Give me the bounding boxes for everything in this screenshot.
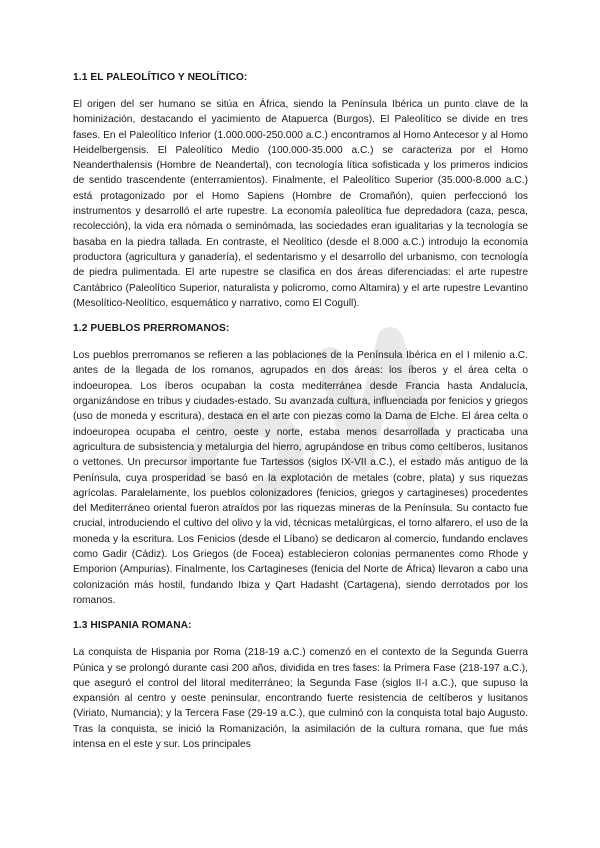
section-heading-paleolitico: 1.1 EL PALEOLÍTICO Y NEOLÍTICO: [73, 72, 248, 83]
section-body-paleolitico: El origen del ser humano se sitúa en África, siendo la Península Ibérica un punto clave de la hominización, destacando el yacimiento de Atapuerca (Burgos). El Paleolítico se divide en tres fases. En el Paleolítico Inferior (1.000.000-250.000 a.C.) encontramos al Homo Antecesor y al Homo Heidelbergensis. El Paleolítico Medio (100.000-35.000 a.C.) se caracteriza por el Homo Neanderthalensis (Hombre de Neandertal), con tecnología lítica sofisticada y los primeros indicios de sentido trascendente (enterramientos). Finalmente, el Paleolítico Superior (35.000-8.000 a.C.) está protagonizado por el Homo Sapiens (Hombre de Cromañón), quien perfeccionó los instrumentos y desarrolló el arte rupestre. La economía paleolítica fue depredadora (caza, pesca, recolección), la vida era nómada o seminómada, las sociedades eran igualitarias y la tecnología se basaba en la piedra tallada. En contraste, el Neolítico (desde el 8.000 a.C.) introdujo la economía productora (agricultura y ganadería), el sedentarismo y el desarrollo del urbanismo, con tecnología de piedra pulimentada. El arte rupestre se clasifica en dos áreas diferenciadas: el arte rupestre Cantábrico (Paleolítico Superior, naturalista y policromo, como Altamira) y el arte rupestre Levantino (Mesolítico-Neolítico, esquemático y narrativo, como El Cogull). [73, 99, 528, 309]
document-content [73, 72, 528, 764]
section-body-hispania-romana: La conquista de Hispania por Roma (218-19 a.C.) comenzó en el contexto de la Segunda Guerra Púnica y se prolongó durante casi 200 años, dividida en tres fases: la Primera Fase (218-197 a.C.), que aseguró el control del litoral mediterráneo; la Segunda Fase (siglos II-I a.C.), que supuso la expansión al centro y oeste peninsular, encontrando fuerte resistencia de celtíberos y lusitanos (Viriato, Numancia); y la Tercera Fase (29-19 a.C.), que culminó con la conquista total bajo Augusto. Tras la conquista, se inició la Romanización, la asimilación de la cultura romana, que fue más intensa en el este y sur. Los principales [73, 647, 528, 750]
section-body-prerromanos: Los pueblos prerromanos se refieren a las poblaciones de la Península Ibérica en el I milenio a.C. antes de la llegada de los romanos, agrupados en dos áreas: los íberos y el área celta o indoeuropea. Los íberos ocupaban la costa mediterránea desde Francia hasta Andalucía, organizándose en tribus y ciudades-estado. Su avanzada cultura, influenciada por fenicios y griegos (uso de moneda y escritura), destaca en el arte con piezas como la Dama de Elche. El área celta o indoeuropea ocupaba el centro, oeste y norte, estaba menos desarrollada y practicaba una agricultura de subsistencia y metalurgia del hierro, agrupándose en tribus como celtíberos, lusitanos o vettones. Un precursor importante fue Tartessos (siglos IX-VII a.C.), el estado más antiguo de la Península, cuya prosperidad se basó en la explotación de metales (cobre, plata) y sus riquezas agrícolas. Paralelamente, los pueblos colonizadores (fenicios, griegos y cartagineses) procedentes del Mediterráneo oriental fueron atraídos por las riquezas mineras de la Península. Su contacto fue crucial, introduciendo el cultivo del olivo y la vid, técnicas metalúrgicas, el torno alfarero, el uso de la moneda y la escritura. Los Fenicios (desde el Líbano) se dedicaron al comercio, fundando enclaves como Gadir (Cádiz). Los Griegos (de Focea) establecieron colonias permanentes como Rhode y Emporion (Ampurias). Finalmente, los Cartagineses (fenicia del Norte de África) llevaron a cabo una colonización más hostil, fundando Ibiza y Qart Hadasht (Cartagena), siendo derrotados por los romanos. [73, 350, 528, 606]
section-heading-prerromanos: 1.2 PUEBLOS PRERROMANOS: [73, 323, 230, 335]
section-heading-hispania-romana: 1.3 HISPANIA ROMANA: [73, 620, 192, 632]
